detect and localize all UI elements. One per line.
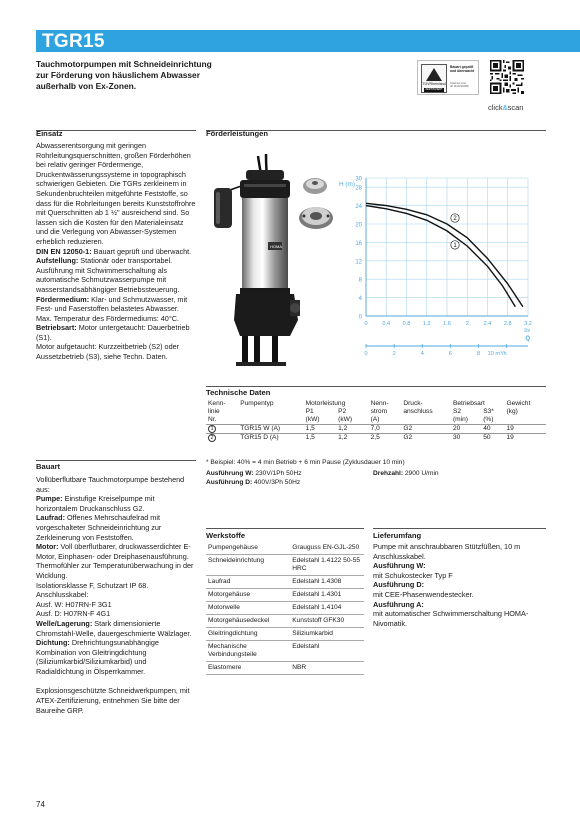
table-row [206,662,364,675]
secondary-tick-label: 2 [392,351,396,357]
td-anschluss: G2 [401,434,451,443]
x-tick-label: 0.8 [402,321,411,327]
th-p1: P1 [305,408,314,415]
td-anschluss: G2 [401,425,451,434]
table-row [206,555,364,576]
th-cell: linie [208,408,220,415]
th-cell: strom [370,408,388,415]
techdata-table [206,400,546,442]
material-part: Laufrad [206,576,290,589]
einsatz-heading: Einsatz [36,129,63,138]
pumpe-paragraph [36,494,196,513]
x-tick-label: 2.8 [503,321,512,327]
td-kennlinie [206,425,238,434]
einsatz-text [36,141,196,362]
betriebsart-text: Motor untergetaucht: Dauerbetrieb (S1). [36,323,190,342]
cutter-plate-image [296,200,336,232]
techdata-heading: Technische Daten [206,388,271,397]
th-kennlinie: Kenn- [208,400,226,407]
th-p2: P2 [338,408,347,415]
material-part: Schneideinrichtung [206,555,290,576]
foerderleistungen-heading: Förderleistungen [206,129,269,138]
ausf-a-desc: mit automatischer Schwimmerschaltung HOMA-Nivomatik. [373,609,529,628]
secondary-tick-label: 4 [420,351,424,357]
td-pumpentyp: TGR15 W (A) [238,425,303,434]
curve-label: 1 [453,243,457,250]
secondary-tick-label: 6 [448,351,452,357]
material-value: Kunststoff GFK30 [290,615,364,628]
td-strom: 7,0 [369,425,402,434]
material-part: Mechanische Verbindungsteile [206,641,290,662]
aufstellung-label: Aufstellung: [36,256,79,266]
ausf-d-heading [373,580,553,590]
drehzahl [373,469,439,478]
th-cell: (%) [483,416,494,423]
foerdermedium-label: Fördermedium: [36,294,90,304]
th-cell: (kW) [305,416,320,423]
bauart-text [36,475,196,715]
cert-top-line: Bauart geprüft [450,65,474,69]
material-value: Edelstahl 1.4308 [290,576,364,589]
drehzahl-text: 2900 U/min [403,470,439,477]
curve-2 [366,203,523,306]
ausf-w-label: Ausführung W: [206,470,254,477]
x-tick-label: 2 [465,321,469,327]
material-part: Motorgehäuse [206,589,290,602]
th-betriebsart: Betriebsart [452,400,485,407]
din-paragraph [36,247,196,257]
din-label: DIN EN 12050-1: [36,246,92,256]
table-row [206,576,364,589]
subtitle-line: Tauchmotorpumpen mit Schneideinrichtung [36,59,212,69]
td-pumpentyp: TGR15 D (A) [238,434,303,443]
ausf-a-label: Ausführung A: [373,599,424,609]
td-s3: 40 [481,425,504,434]
foerdermedium-text: Klar- und Schmutzwasser, mit Fest- und Faserstoffen belastetes Abwasser. Max. Temperatur des Fördermediums: 40°C. [36,294,188,323]
th-cell-p1 [304,408,336,416]
material-part: Pumpengehäuse [206,542,290,555]
th-cell: S3* [483,408,494,415]
betriebsart-paragraph [36,323,196,342]
pumpe-text: Einstufige Kreiselpumpe mit horizontalem Druckanschluss G2. [36,494,155,513]
cutter-head-image [300,172,330,196]
td-strom: 2,5 [369,434,402,443]
td-kennlinie [206,434,238,443]
th-motorleistung: Motorleistung [305,400,346,407]
th-cell [401,416,451,425]
motor-text: Voll überflutbarer, druckwasserdichter E-Motor, Einphasen- oder Dreiphasenausführung. Thermofühler zur Temperaturüberwachung in der Wicklung. [36,542,194,580]
y-tick-label: 8 [358,277,362,284]
ausfuehrung-d [206,478,300,487]
cert-label: ZERTIFIZIERT [425,88,443,91]
lieferumfang-text [373,542,553,628]
techdata-header-row-3 [206,416,546,425]
motor-label: Motor: [36,542,59,552]
y-axis-label: H (m) [339,181,355,188]
dichtung-text: Drehrichtungsunabhängige Kombination von Gleitringdichtung (Siliziumkarbid/Siliziumkarbid) und Radialdichtung in Ölsperrkammer. [36,638,159,676]
bauart-heading: Bauart [36,462,61,471]
td-s2: 30 [451,434,481,443]
x-tick-label: 3.2 [524,321,532,327]
ausf-d-text: 400V/3Ph 50Hz [252,479,301,486]
secondary-tick-label: 0 [364,351,368,357]
th-cell: Nr. [208,416,217,423]
td-p2: 1,2 [336,425,368,434]
material-part: Elastomere [206,662,290,675]
ausf-d-label: Ausführung D: [206,479,253,486]
werkstoffe-rule [206,528,364,529]
material-part: Motorgehäusedeckel [206,615,290,628]
cert-text [450,65,478,89]
betriebsart-label: Betriebsart: [36,323,77,333]
table-row [206,434,546,443]
subtitle [36,59,336,92]
techdata-rule [206,386,546,387]
dichtung-paragraph [36,638,196,676]
th-cell-p2 [336,408,368,416]
cert-line: ID 1111203496 [450,84,469,89]
isolation-line: Isolationsklasse F, Schutzart IP 68. [36,580,149,590]
techdata-header-row-2 [206,408,546,416]
td-gewicht: 19 [504,434,546,443]
performance-chart [338,166,534,357]
betriebsart-paragraph-2: Motor aufgetaucht: Kurzzeitbetrieb (S2) oder Aussetzbetrieb (S3), siehe Techn. Daten. [36,342,180,362]
ausf-d-desc: mit CEE-Phasenwendestecker. [373,589,474,599]
y-tick-label: 24 [355,204,362,211]
table-row [206,425,546,434]
td-p2: 1,2 [336,434,368,443]
x-tick-label: 0 [364,321,368,327]
pump-brand-label: HOMA [270,244,282,249]
table-row [206,542,364,555]
tuv-logo [421,64,447,93]
y-tick-label: 28 [355,185,362,192]
techdata-header-row [206,400,546,408]
ausfuehrung-w [206,469,302,478]
material-value: Edelstahl 1.4104 [290,602,364,615]
lieferumfang-heading: Lieferumfang [373,531,422,540]
scan-text: scan [507,103,524,112]
material-value: Edelstahl 1.4122 50-55 HRC [290,555,364,576]
foerdermedium-paragraph [36,295,196,324]
th-cell: (min) [452,416,469,423]
curve-label: 2 [453,216,457,223]
th-cell: (kg) [506,408,518,415]
triangle-icon [426,68,442,81]
werkstoffe-table [206,542,364,675]
welle-label: Welle/Lagerung: [36,618,93,628]
page-number: 74 [36,800,45,809]
click-scan-label [488,103,523,112]
kabel-line: Anschlusskabel: [36,590,89,600]
th-cell: (kW) [338,416,353,423]
material-value: NBR [290,662,364,675]
ausf-w-label: Ausführung W: [373,561,426,571]
y-tick-label: 4 [358,296,362,303]
y-tick-label: 20 [355,222,362,229]
th-cell: S2 [452,408,462,415]
td-s2: 20 [451,425,481,434]
drehzahl-label: Drehzahl: [373,470,404,477]
y-tick-label: 0 [358,314,362,321]
ausf-w-text: 230V/1Ph 50Hz [253,470,302,477]
th-cell [504,416,546,425]
ausf-w-desc: mit Schukostecker Typ F [373,570,453,580]
table-row [206,641,364,662]
th-nennstrom: Nenn- [370,400,389,407]
y-tick-label: 16 [355,240,362,247]
subtitle-line: zur Förderung von häuslichem Abwasser [36,70,200,80]
pump-illustration [206,150,306,370]
ausf-a-heading [373,600,553,610]
dichtung-label: Dichtung: [36,638,70,648]
tuv-certificate-badge [417,60,479,95]
table-row [206,589,364,602]
title-bar [36,30,580,52]
ausf-d-label: Ausführung D: [373,580,425,590]
amp-text: & [502,103,508,112]
x-tick-label: 1.6 [443,321,451,327]
pumpe-label: Pumpe: [36,494,63,504]
secondary-tick-label: 8 [476,351,481,357]
x-axis-label: Q [525,336,530,342]
techdata-footnote: * Beispiel: 40% = 4 min Betrieb + 6 min Pause (Zyklusdauer 10 min) [206,459,405,466]
th-druckanschluss: Druck- [403,400,423,407]
y-tick-label: 12 [355,259,362,266]
werkstoffe-heading: Werkstoffe [206,531,246,540]
material-value: Siliziumkarbid [290,628,364,641]
cert-line: www.tuv.com [450,81,467,85]
x-axis-unit: l/s [524,328,530,334]
cert-top-line: und überwacht [450,69,475,73]
th-pumpentyp: Pumpentyp [240,400,274,407]
curve-number-badge: 2 [208,434,216,442]
material-value: Edelstahl [290,641,364,662]
click-text: click [488,103,503,112]
th-cell [238,416,303,425]
motor-paragraph [36,542,196,580]
atex-paragraph: Explosionsgeschützte Schneidwerkpumpen, mit ATEX-Zertifizierung, entnehmen Sie bitte der Baureihe GRP. [36,686,190,715]
th-cell: anschluss [403,408,433,415]
laufrad-text: Offenes Mehrschaufelrad mit vorgeschalteter Schneideinrichtung zur Zerkleinerung von Feststoffen. [36,513,162,542]
table-row [206,602,364,615]
subtitle-line: außerhalb von Ex-Zonen. [36,81,137,91]
y-tick-label: 30 [355,176,362,183]
x-tick-label: 1.2 [422,321,431,327]
lieferumfang-rule [373,528,546,529]
lieferumfang-intro: Pumpe mit anschraubbaren Stützfüßen, 10 m Anschlusskabel. [373,542,521,561]
ausf-w-heading [373,561,553,571]
material-part: Motorwelle [206,602,290,615]
welle-text: Stark dimensionierte Chromstahl-Welle, dauergeschmierte Wälzlager. [36,618,192,638]
din-text: Bauart geprüft und überwacht. [91,246,192,256]
bauart-rule [36,460,196,461]
tuv-logo-text: TÜVRheinland [422,82,446,86]
th-cell [238,408,303,416]
einsatz-intro: Abwasserentsorgung mit geringen Rohrleitungsquerschnitten, großen Förderhöhen bei relativ geringer Fördermenge, Druckentwässerungssysteme in topographisch schwierigen Gebieten. Die TGRs zerkleinern in Sekundenbruchteilen mitgeführte Feststoffe, so dass für die Rohrleitungen bereits Kunststoffrohre mit Querschnitten ab 1 ½" ausreichend sind. So lassen sich die Kosten für den Materialeinsatz und die Verlegung von Abwasser-Systemen erheblich reduzieren. [36,141,196,246]
material-part: Gleitringdichtung [206,628,290,641]
curve-number-badge: 1 [208,425,216,433]
kabel-w-line: Ausf. W: H07RN-F 3G1 [36,599,112,609]
aufstellung-paragraph [36,256,196,294]
td-p1: 1,5 [304,434,336,443]
th-cell: (A) [370,416,380,423]
aufstellung-text: Stationär oder transportabel. Ausführung mit Schwimmerschaltung als automatische Schmutzwasserpumpe mit wasserstandsabhängiger Betriebssteuerung. [36,256,180,294]
table-row [206,628,364,641]
laufrad-paragraph [36,513,196,542]
bauart-intro: Vollüberflutbare Tauchmotorpumpe bestehend aus: [36,475,185,494]
x-tick-label: 0.4 [382,321,391,327]
page-title: TGR15 [42,31,105,52]
td-p1: 1,5 [304,425,336,434]
kabel-d-line: Ausf. D: H07RN-F 4G1 [36,609,111,619]
laufrad-label: Laufrad: [36,513,65,523]
table-row [206,615,364,628]
td-gewicht: 19 [504,425,546,434]
secondary-tick-label: 10 m³/h [487,351,507,357]
welle-paragraph [36,619,196,638]
td-s3: 50 [481,434,504,443]
qr-code-icon[interactable] [490,60,524,94]
material-value: Grauguss EN-GJL-250 [290,542,364,555]
x-tick-label: 2.4 [483,321,492,327]
th-gewicht: Gewicht [506,400,531,407]
material-value: Edelstahl 1.4301 [290,589,364,602]
